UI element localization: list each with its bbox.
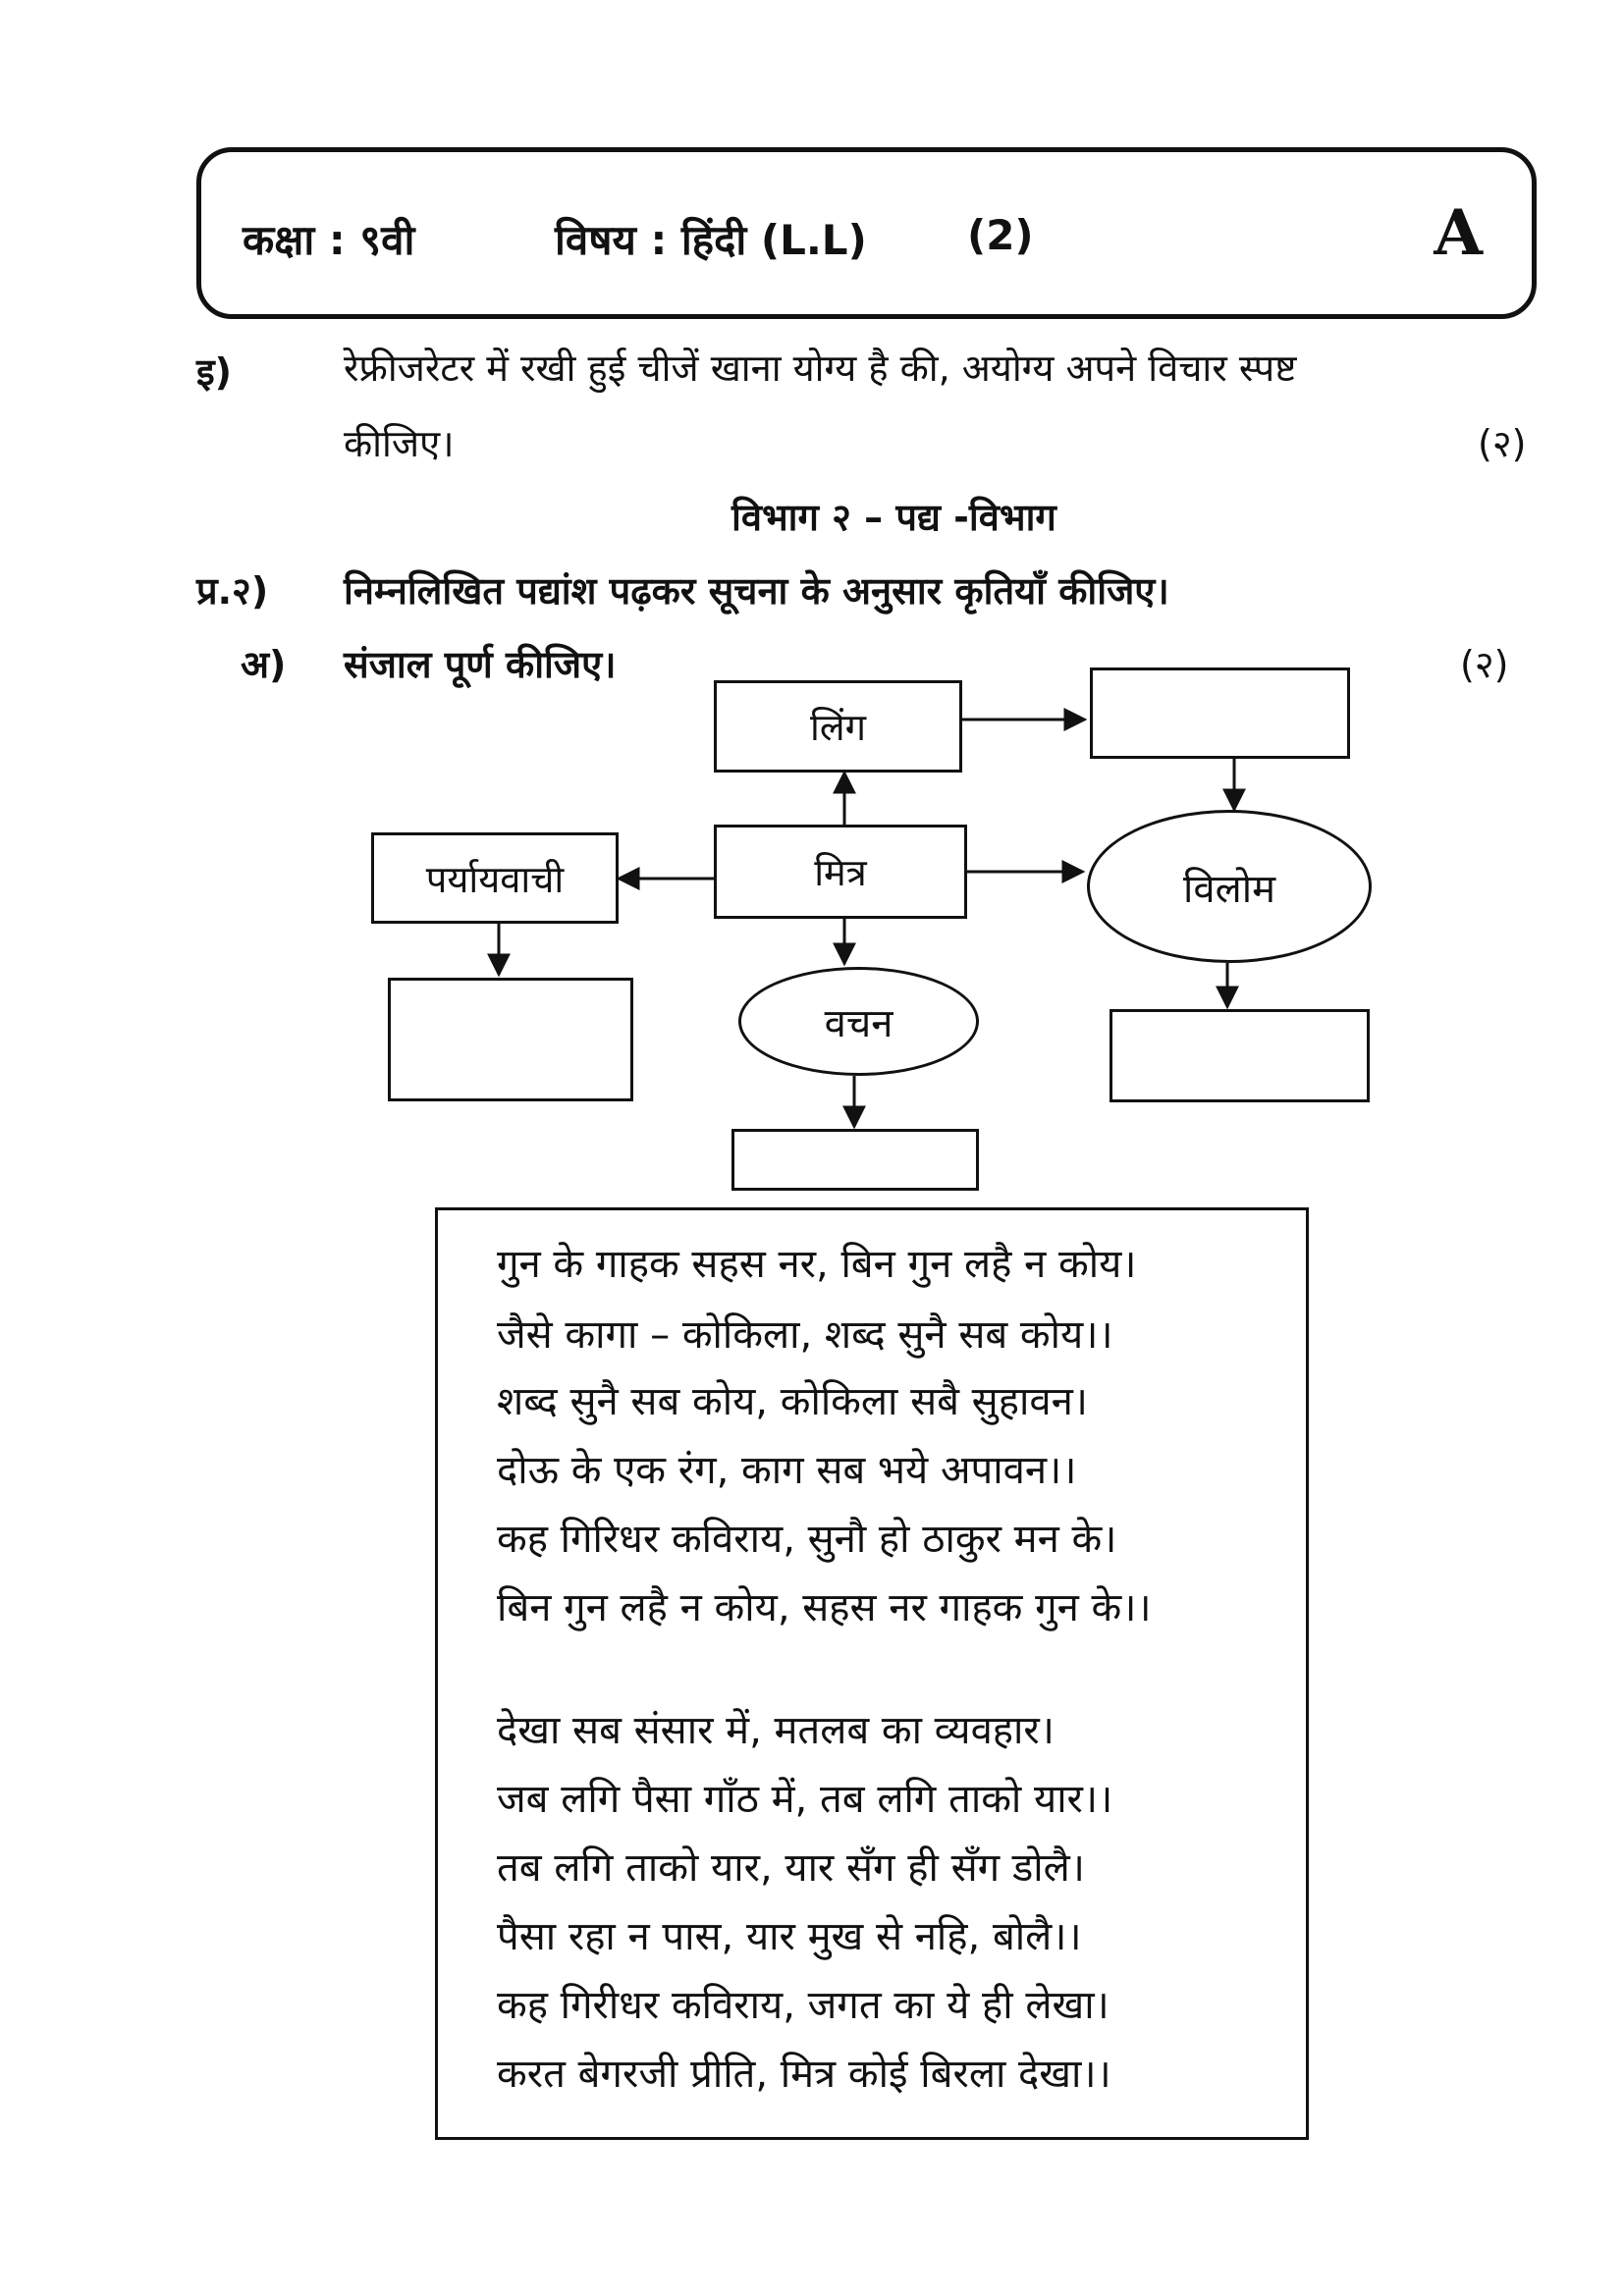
poem-line: बिन गुन लहै न कोय, सहस नर गाहक गुन के।। xyxy=(497,1585,1152,1630)
blank-box-left[interactable] xyxy=(388,978,633,1101)
linga-label: लिंग xyxy=(809,706,866,749)
vilom-node xyxy=(1087,810,1372,963)
paryayvachi-label: पर्यायवाची xyxy=(425,857,565,901)
question-e-line2: कीजिए। xyxy=(344,422,455,465)
poem-line: कह गिरिधर कविराय, सुनौ हो ठाकुर मन के। xyxy=(497,1517,1117,1562)
section-title: विभाग २ – पद्य -विभाग xyxy=(731,496,1056,539)
poem-line: शब्द सुनै सब कोय, कोकिला सबै सुहावन। xyxy=(497,1379,1088,1424)
vachan-label: वचन xyxy=(824,1001,893,1046)
poem-line: दोऊ के एक रंग, काग सब भये अपावन।। xyxy=(497,1448,1077,1493)
question-e-marks: (२) xyxy=(1478,422,1527,465)
vilom-label: विलोम xyxy=(1183,866,1275,912)
blank-box-right[interactable] xyxy=(1110,1009,1370,1102)
paryayvachi-node xyxy=(371,832,619,924)
sub-a-text: संजाल पूर्ण कीजिए। xyxy=(344,643,617,686)
question-e-marker: इ) xyxy=(196,350,233,394)
sub-a-marks: (२) xyxy=(1460,643,1509,686)
poem-box xyxy=(435,1207,1309,2140)
blank-box-top-right[interactable] xyxy=(1090,667,1350,759)
poem-line: देखा सब संसार में, मतलब का व्यवहार। xyxy=(497,1708,1055,1753)
poem-line: जब लगि पैसा गाँठ में, तब लगि ताको यार।। xyxy=(497,1777,1113,1822)
sub-a-marker: अ) xyxy=(241,643,287,686)
class-label: कक्षा : ९वी xyxy=(243,216,415,264)
subject-label: विषय : हिंदी (L.L) xyxy=(555,216,867,264)
set-letter: A xyxy=(1434,196,1483,270)
poem-line: कह गिरीधर कविराय, जगत का ये ही लेखा। xyxy=(497,1983,1110,2028)
mitra-label: मित्र xyxy=(814,851,867,894)
vachan-node xyxy=(738,967,979,1076)
linga-node xyxy=(714,680,962,773)
paper-number: (2) xyxy=(967,211,1034,259)
poem-line: तब लगि ताको यार, यार सँग ही सँग डोलै। xyxy=(497,1845,1085,1891)
blank-box-bottom[interactable] xyxy=(731,1129,979,1191)
mitra-node xyxy=(714,825,967,919)
question-e-line1: रेफ्रीजरेटर में रखी हुई चीजें खाना योग्य है की, अयोग्य अपने विचार स्पष्ट xyxy=(344,347,1297,390)
poem-line: गुन के गाहक सहस नर, बिन गुन लहै न कोय। xyxy=(497,1242,1137,1287)
question-2-text: निम्नलिखित पद्यांश पढ़कर सूचना के अनुसार कृतियाँ कीजिए। xyxy=(344,569,1169,613)
poem-line: करत बेगरजी प्रीति, मित्र कोई बिरला देखा।। xyxy=(497,2052,1111,2097)
poem-line: जैसे कागा – कोकिला, शब्द सुनै सब कोय।। xyxy=(497,1312,1113,1358)
question-2-number: प्र.२) xyxy=(196,569,269,613)
poem-line: पैसा रहा न पास, यार मुख से नहि, बोलै।। xyxy=(497,1914,1082,1959)
